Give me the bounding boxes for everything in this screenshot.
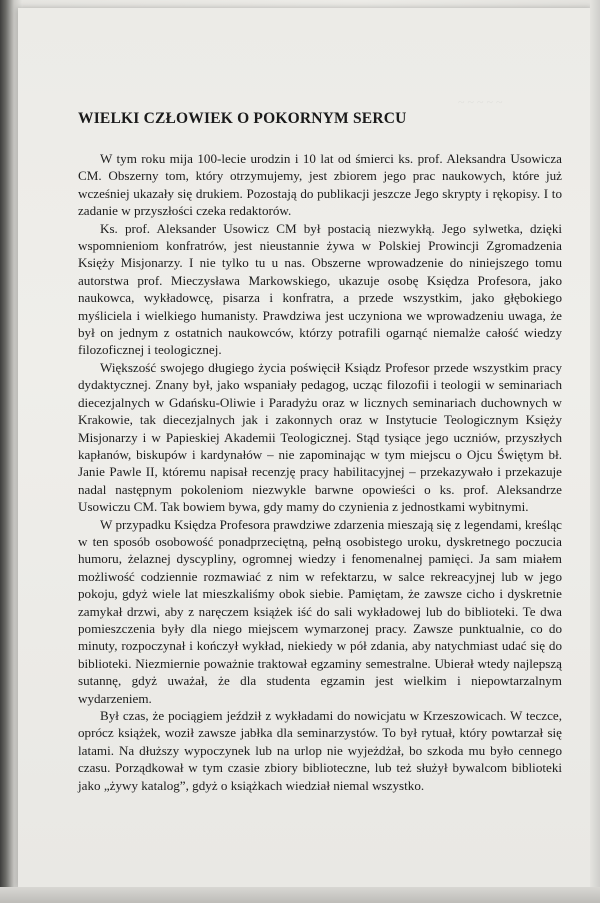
paragraph-1: W tym roku mija 100-lecie urodzin i 10 lat od śmierci ks. prof. Aleksandra Usowicza CM. Obszerny tom, który otrzymujemy, jest zbiorem jego prac naukowych, które już wcześniej ukazały się drukiem. Pozostają do publikacji jeszcze Jego skrypty i rękopisy. I to zadanie w przyszłości czeka redaktorów. bbox=[78, 151, 562, 219]
article-title: WIELKI CZŁOWIEK O POKORNYM SERCU bbox=[78, 110, 407, 127]
book-page bbox=[18, 8, 592, 888]
paragraph-5: Był czas, że pociągiem jeździł z wykładami do nowicjatu w Krzeszowicach. W teczce, oprócz książek, woził zawsze jabłka dla seminarzystów. To był rytuał, który powtarzał się latami. Na dłuższy wypoczynek lub na urlop nie wyjeżdżał, bo szkoda mu było cennego czasu. Porządkował w tym czasie zbiory biblioteczne, lub też służył bywalcom biblioteki jako „żywy katalog”, gdyż o książkach wiedział niemal wszystko. bbox=[78, 708, 562, 793]
book-bottom-edge bbox=[0, 887, 600, 903]
page-stack-edge bbox=[590, 0, 600, 903]
paragraph-3: Większość swojego długiego życia poświęcił Ksiądz Profesor przede wszystkim pracy dydaktycznej. Znany był, jako wspaniały pedagog, ucząc filozofii i teologii w seminariach diecezjalnych w Gdańsku-Oliwie i Paradyżu oraz w licznych seminariach duchownych w Krakowie, tak diecezjalnych jak i zakonnych oraz w Instytucie Teologicznym Księży Misjonarzy i w Papieskiej Akademii Teologicznej. Stąd tysiące jego uczniów, przyszłych kapłanów, biskupów i kardynałów – nie zapominając w tym miejscu o Ojcu Świętym bł. Janie Pawle II, któremu napisał recenzję pracy habilitacyjnej – przekazywało i przekazuje nadal następnym pokoleniom niezwykle barwne opowieści o ks. prof. Aleksandrze Usowiczu CM. Tak bowiem bywa, gdy mamy do czynienia z jednostkami wybitnymi. bbox=[78, 359, 562, 515]
bleed-through-text: ~ ~ ~ ~ ~ bbox=[458, 95, 503, 109]
paragraph-4: W przypadku Księdza Profesora prawdziwe zdarzenia mieszają się z legendami, kreśląc w ten sposób osobowość ponadprzeciętną, pełną osobistego uroku, dyskretnego poczucia humoru, żelaznej dyscypliny, ogromnej wiedzy i fenomenalnej pamięci. Ja sam miałem możliwość codziennie rozmawiać z nim w refektarzu, w salce rekreacyjnej lub w jego pokoju, gdyż wiele lat mieszkaliśmy obok siebie. Pamiętam, że zawsze cicho i dyskretnie zamykał drzwi, aby z naręczem książek iść do sali wykładowej lub do biblioteki. Te dwa pomieszczenia były dla niego miejscem wymarzonej pracy. Zawsze punktualnie, co do minuty, rozpoczynał i kończył wykład, niekiedy w pół zdania, aby natychmiast udać się do biblioteki. Niezmiernie poważnie traktował egzaminy semestralne. Ubierał wtedy najlepszą sutannę, gdyż uważał, że dla studenta egzamin jest wielkim i niepowtarzalnym wydarzeniem. bbox=[78, 516, 562, 706]
article bbox=[78, 110, 562, 794]
paragraph-2: Ks. prof. Aleksander Usowicz CM był postacią niezwykłą. Jego sylwetka, dzięki wspomnieniom konfratrów, jest nieustannie żywa w Polskiej Prowincji Zgromadzenia Księży Misjonarzy. I nie tylko tu u nas. Obszerne wprowadzenie do niniejszego tomu autorstwa prof. Mieczysława Markowskiego, ukazuje osobę Księdza Profesora, jako naukowca, wykładowcę, pisarza i konfratra, a przede wszystkim, jako głębokiego myśliciela i wielkiego humanisty. Prawdziwa jest uczyniona we wprowadzeniu uwaga, że był on jednym z ostatnich naukowców, którzy potrafili ogarnąć niemalże całość wiedzy filozoficznej i teologicznej. bbox=[78, 220, 562, 358]
